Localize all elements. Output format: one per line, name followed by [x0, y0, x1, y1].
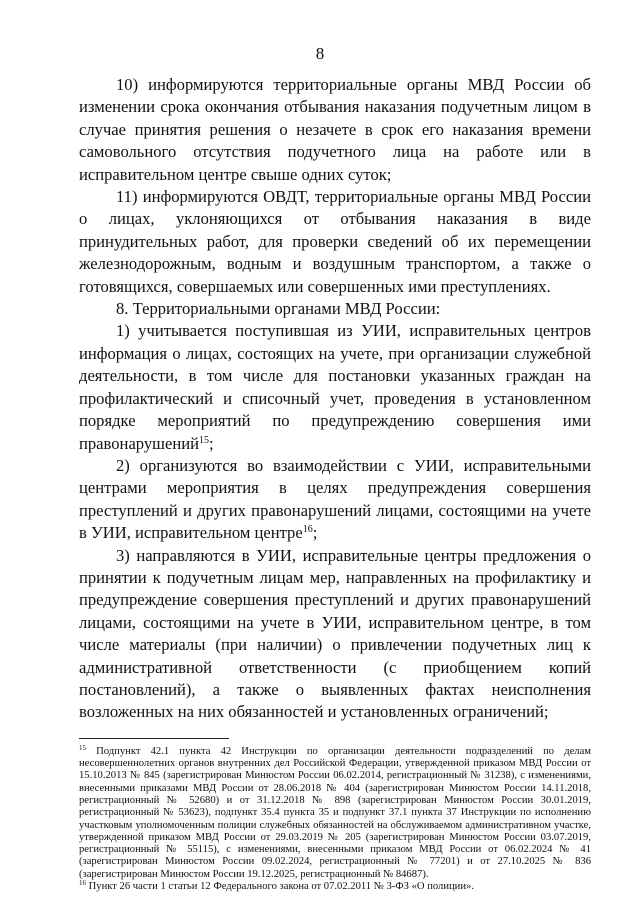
footnote-text: Пункт 26 части 1 статьи 12 Федерального закона от 07.02.2011 № 3-ФЗ «О полиции». — [86, 881, 474, 893]
paragraph-text: 2) организуются во взаимодействии с УИИ, исправительными центрами мероприятия в целях предупреждения совершения преступлений и других правонарушений лицами, состоящими на учете в УИИ, исправительном центре — [79, 455, 591, 543]
paragraph-11 — [79, 186, 591, 298]
paragraph-10 — [79, 74, 591, 186]
paragraph-8-3 — [79, 545, 591, 724]
footnotes — [79, 743, 591, 894]
footnote-number: 15 — [79, 743, 86, 752]
paragraph-text: 8. Территориальными органами МВД России: — [116, 299, 441, 319]
paragraph-text: 11) информируются ОВДТ, территориальные органы МВД России о лицах, уклоняющихся от отбывания наказания в виде принудительных работ, для проверки сведений об их перемещении железнодорожным, водным и воздушным транспортом, а также о готовящихся, совершаемых или совершенных ими преступлениях. — [79, 187, 591, 296]
footnote-ref-15[interactable]: 15 — [198, 434, 209, 446]
paragraph-tail: ; — [312, 523, 318, 543]
main-text — [79, 74, 591, 724]
footnote-text: Подпункт 42.1 пункта 42 Инструкции по организации деятельности подразделений по делам несовершеннолетних органов внутренних дел Российской Федерации, утвержденной приказом МВД России от 15.10.2013 № 845 (зарегистрирован Минюстом России 06.02.2014, регистрационный № 31238), с изменениями, внесенными приказами МВД России от 28.06.2018 № 404 (зарегистрирован Минюстом России 14.11.2018, регистрационный № 52680) и от 31.12.2018 № 898 (зарегистрирован Минюстом России 30.01.2019, регистрационный № 53623), подпункт 35.4 пункта 35 и подпункт 37.1 пункта 37 Инструкции по исполнению участковым уполномоченным полиции служебных обязанностей на обслуживаемом административном участке, утвержденной приказом МВД России от 29.03.2019 № 205 (зарегистрирован Минюстом России 03.07.2019, регистрационный № 55115), с изменениями, внесенными приказом МВД России от 06.02.2024 № 41 (зарегистрирован Минюстом России 09.02.2024, регистрационный № 77201) и от 27.10.2025 № 836 (зарегистрирован Минюстом России 19.12.2025, регистрационный № 84687). — [79, 745, 591, 880]
footnote-divider — [79, 738, 229, 739]
paragraph-text: 1) учитывается поступившая из УИИ, исправительных центров информация о лицах, состоящих на учете, при организации служебной деятельности, в том числе для постановки указанных граждан на профилактический и списочный учет, проведения в установленном порядке мероприятий по предупреждению совершения ими правонарушений — [79, 321, 591, 453]
footnote-15 — [79, 743, 591, 881]
footnote-number: 16 — [79, 879, 86, 888]
paragraph-text: 3) направляются в УИИ, исправительные центры предложения о принятии к подучетным лицам мер, направленных на профилактику и предупреждение совершения преступлений и других правонарушений лицами, состоящими на учете в УИИ, исправительном центре, в том числе материалы (при наличии) о привлечении подучетных лиц к административной ответственности (с приобщением копий постановлений), а также о выявленных фактах неисполнения возложенных на них обязанностей и установленных ограничений; — [79, 545, 591, 722]
footnote-ref-16[interactable]: 16 — [302, 524, 313, 536]
paragraph-tail: ; — [208, 433, 214, 453]
section-8-heading — [79, 298, 591, 320]
footnote-16 — [79, 881, 591, 893]
paragraph-text: 10) информируются территориальные органы МВД России об изменении срока окончания отбывания наказания подучетным лицом в случае принятия решения о незачете в срок его наказания времени самовольного отсутствия подучетного лица на работе или в исправительном центре свыше одних суток; — [79, 75, 591, 184]
paragraph-8-2 — [79, 455, 591, 545]
paragraph-8-1 — [79, 320, 591, 454]
page-number: 8 — [315, 44, 325, 63]
